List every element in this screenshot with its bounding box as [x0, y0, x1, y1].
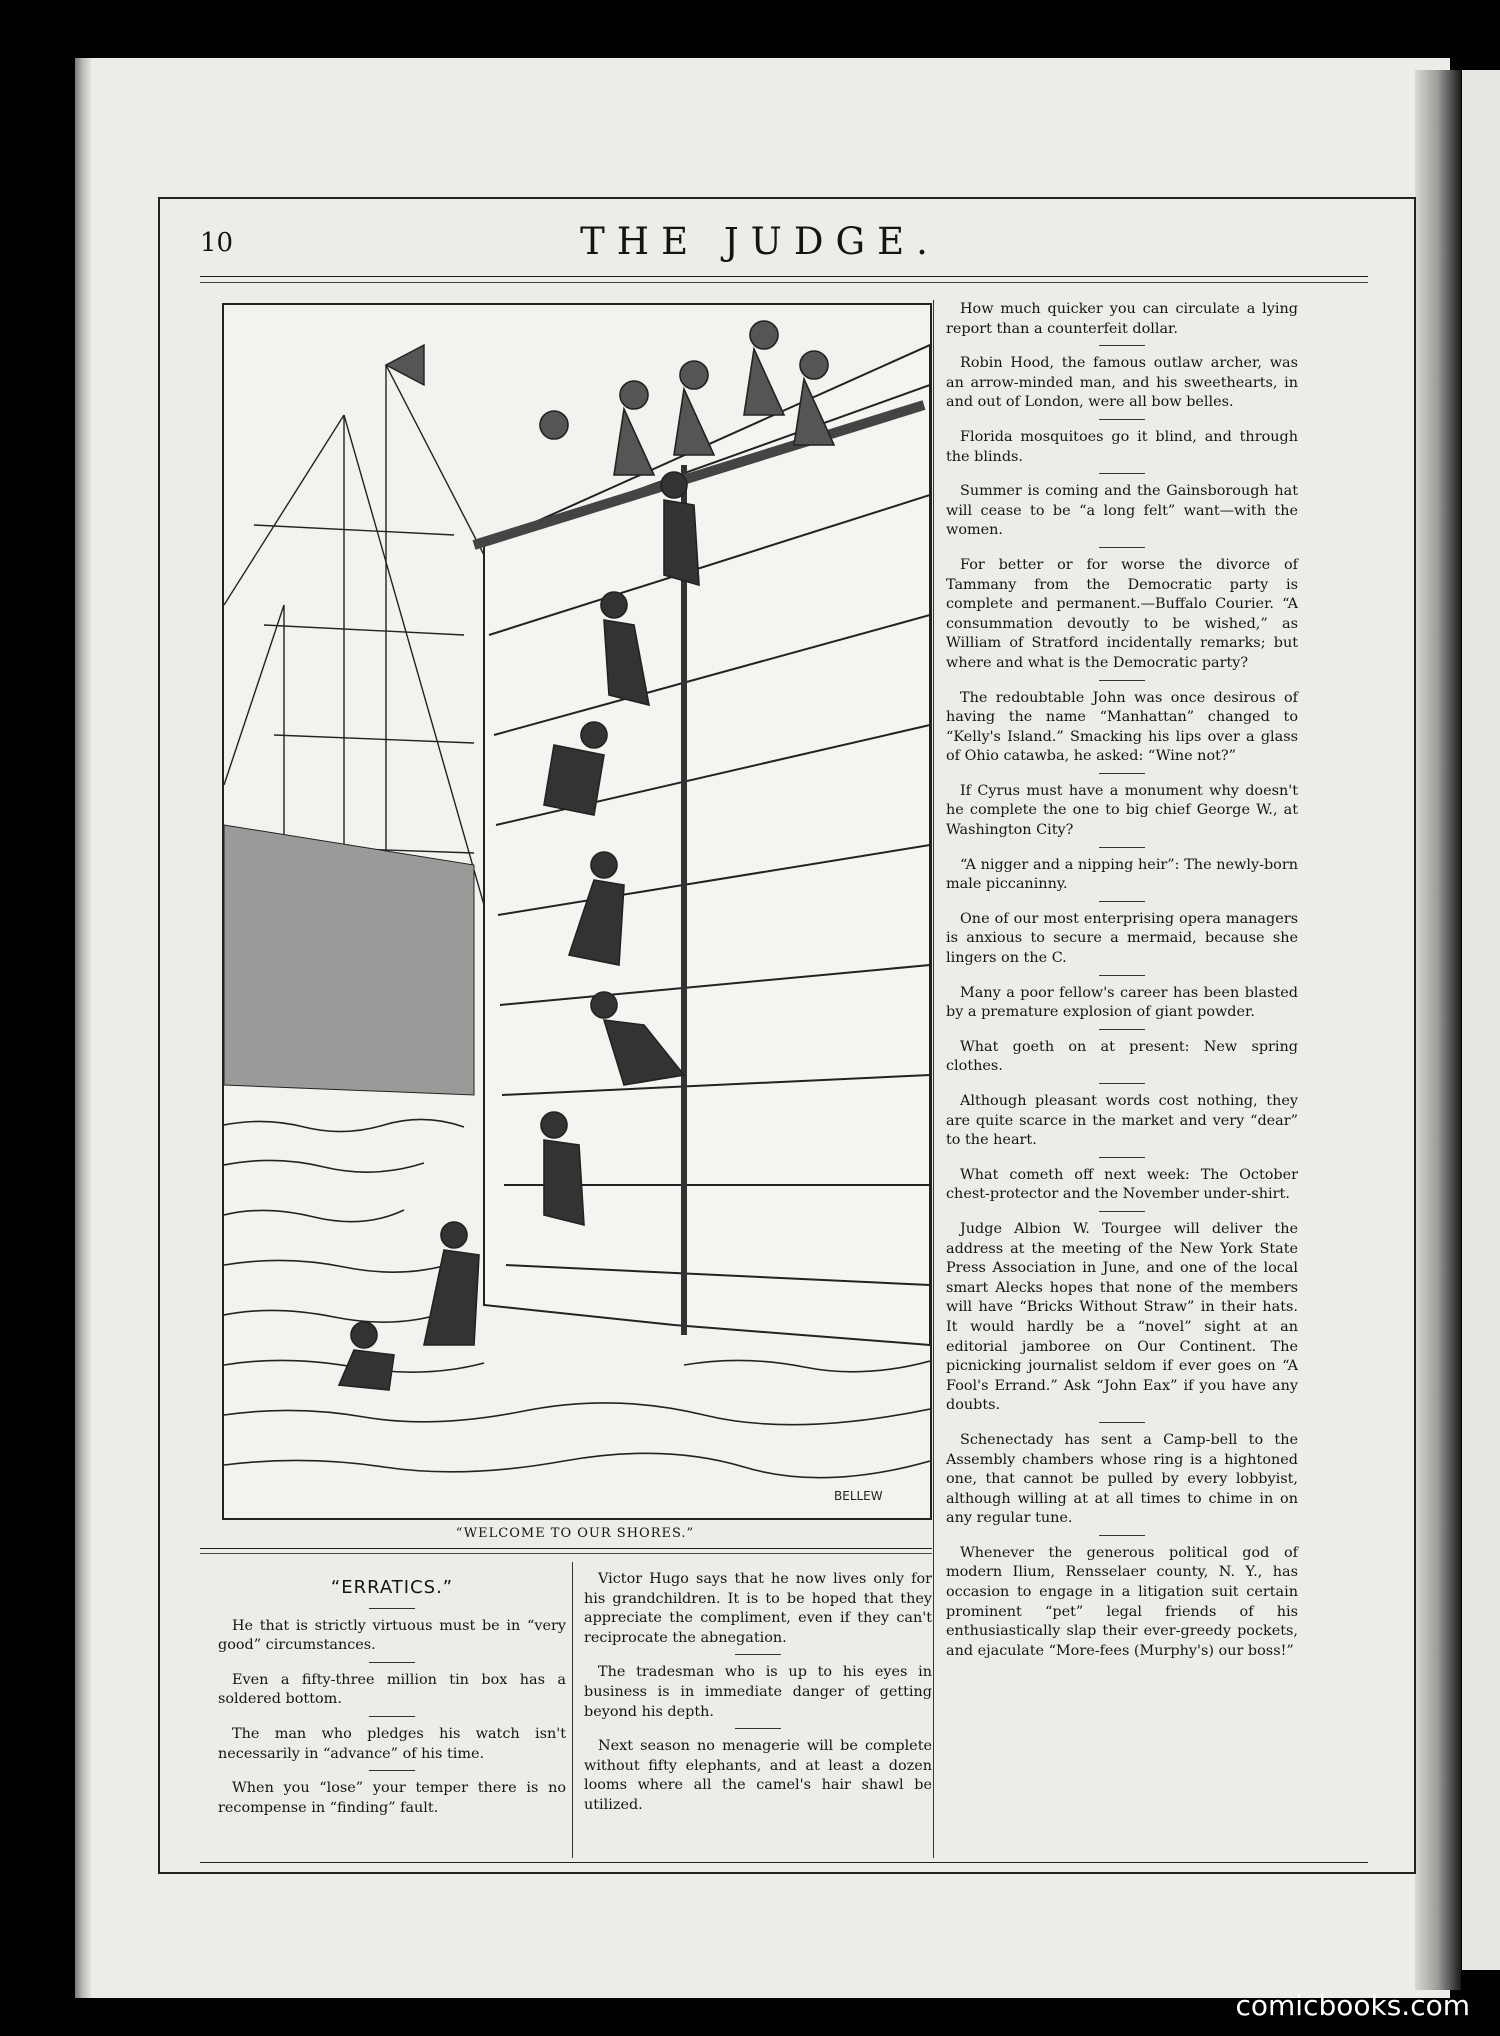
paragraph-divider [1099, 975, 1145, 976]
masthead-title: THE JUDGE. [580, 220, 940, 263]
paragraph: Even a fifty-three million tin box has a soldered bottom. [218, 1671, 566, 1708]
adjacent-page-edge [1462, 70, 1500, 1970]
paragraph-divider [369, 1608, 415, 1609]
paragraph-divider [1099, 901, 1145, 902]
paragraph-divider [1099, 1422, 1145, 1423]
cartoon-drawing [224, 305, 930, 1518]
middle-column [584, 1570, 932, 1816]
paragraph: Next season no menagerie will be complete without fifty elephants, and at least a dozen looms where all the camel's hair shawl be utilized. [584, 1738, 932, 1813]
paragraph-divider [369, 1662, 415, 1663]
paragraph-divider [1099, 1029, 1145, 1030]
paragraph: He that is strictly virtuous must be in “very good” circumstances. [218, 1617, 566, 1654]
paragraph-divider [369, 1770, 415, 1771]
paragraph-divider [1099, 847, 1145, 848]
pier-wall [474, 345, 930, 1345]
paragraph: Judge Albion W. Tourgee will deliver the address at the meeting of the New York State Press Association in June, and one of the local smart Alecks hopes that none of the members will have “Bricks Without Straw” in their hats. It would hardly be a “novel” sight at an editorial jamboree on Our Continent. The picnicking journalist seldom if ever goes on “A Fool's Errand.” Ask “John Eax” if you have any doubts. [946, 1220, 1298, 1414]
paragraph-divider [1099, 345, 1145, 346]
right-column [946, 300, 1298, 1661]
cartoon-caption: “WELCOME TO OUR SHORES.” [455, 1526, 695, 1541]
erratics-heading: “ERRATICS.” [330, 1577, 454, 1598]
lower-column-divider [572, 1562, 573, 1858]
paragraph-divider [735, 1728, 781, 1729]
paragraph: Although pleasant words cost nothing, they are quite scarce in the market and very “dear” to the heart. [946, 1093, 1298, 1149]
paragraph: The tradesman who is up to his eyes in business is in immediate danger of getting beyond his depth. [584, 1664, 932, 1720]
paragraph: For better or for worse the divorce of Tammany from the Democratic party is complete and permanent.—Buffalo Courier. “A consummation devoutly to be wished,” as William of Stratford incidentally remarks; but where and what is the Democratic party? [946, 556, 1298, 671]
page-number: 10 [200, 228, 234, 258]
paragraph: The redoubtable John was once desirous of having the name “Manhattan” changed to “Kelly's Island.” Smacking his lips over a glass of Ohio catawba, he asked: “Wine not?” [946, 689, 1298, 765]
header-rule [200, 276, 1368, 277]
paragraph: What goeth on at present: New spring clothes. [946, 1038, 1298, 1075]
paragraph: What cometh off next week: The October chest-protector and the November under-shirt. [946, 1166, 1298, 1203]
paragraph: “A nigger and a nipping heir”: The newly-born male piccaninny. [946, 856, 1298, 893]
paragraph: Many a poor fellow's career has been blasted by a premature explosion of giant powder. [946, 984, 1298, 1021]
paragraph-divider [1099, 473, 1145, 474]
paragraph-divider [1099, 773, 1145, 774]
site-watermark: comicbooks.com [1235, 1989, 1470, 2022]
paragraph: Whenever the generous political god of modern Ilium, Rensselaer county, N. Y., has occasion to engage in a litigation suit certain prominent “pet” legal friends of his enthusiastically slap their ever-greedy pockets, and ejaculate “More-fees (Murphy's) our boss!” [946, 1544, 1298, 1659]
paragraph: Victor Hugo says that he now lives only for his grandchildren. It is to be hoped that they appreciate the compliment, even if they can't reciprocate the abnegation. [584, 1571, 932, 1646]
paragraph-divider [1099, 1157, 1145, 1158]
paragraph-divider [1099, 547, 1145, 548]
paragraph-divider [1099, 1083, 1145, 1084]
paragraph: One of our most enterprising opera managers is anxious to secure a mermaid, because she lingers on the C. [946, 910, 1298, 967]
paragraph-divider [369, 1716, 415, 1717]
paragraph-divider [1099, 1535, 1145, 1536]
ship-masts [224, 345, 484, 1095]
paragraph-divider [1099, 1211, 1145, 1212]
paragraph-divider [735, 1654, 781, 1655]
artist-signature: BELLEW [834, 1489, 883, 1503]
column-divider [933, 300, 934, 1858]
footer-rule [200, 1862, 1368, 1863]
section-rule-thin [200, 1553, 932, 1554]
cartoon-illustration [222, 303, 932, 1520]
paragraph: Robin Hood, the famous outlaw archer, was an arrow-minded man, and his sweethearts, in and out of London, were all bow belles. [946, 355, 1298, 411]
header-rule-thin [200, 282, 1368, 283]
paragraph: Florida mosquitoes go it blind, and through the blinds. [946, 428, 1298, 465]
paragraph: If Cyrus must have a monument why doesn't he complete the one to big chief George W., at Washington City? [946, 782, 1298, 839]
paragraph: The man who pledges his watch isn't necessarily in “advance” of his time. [218, 1725, 566, 1762]
section-rule [200, 1548, 932, 1549]
paragraph: How much quicker you can circulate a lying report than a counterfeit dollar. [946, 301, 1298, 337]
page-left-shadow [75, 58, 91, 1998]
page-binding-shadow [1415, 70, 1461, 1990]
erratics-column [218, 1578, 566, 1818]
paragraph-divider [1099, 419, 1145, 420]
paragraph-divider [1099, 680, 1145, 681]
paragraph: Summer is coming and the Gainsborough hat will cease to be “a long felt” want—with the women. [946, 483, 1298, 539]
paragraph: Schenectady has sent a Camp-bell to the Assembly chambers whose ring is a hightoned one, that cannot be pulled by every lobbyist, although willing at at all times to chime in on any regular tune. [946, 1431, 1298, 1527]
paragraph: When you “lose” your temper there is no recompense in “finding” fault. [218, 1780, 566, 1816]
